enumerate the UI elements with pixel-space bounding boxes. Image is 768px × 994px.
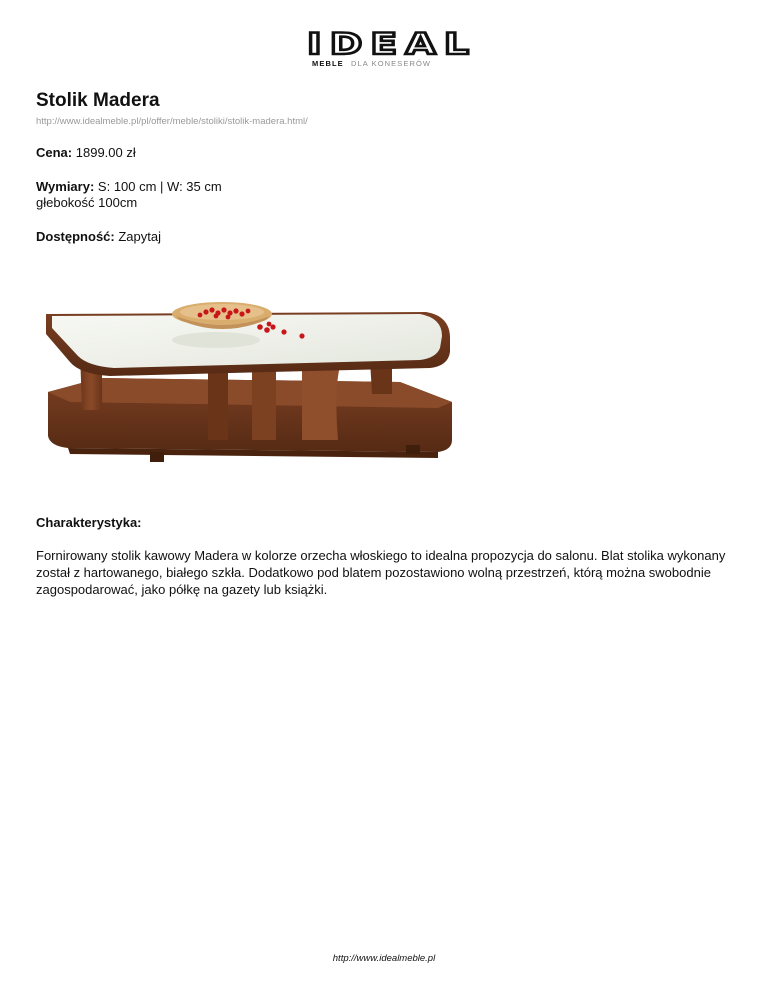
depth-value: głebokość 100cm <box>36 195 138 210</box>
dimensions-value: S: 100 cm | W: 35 cm <box>97 179 222 194</box>
coffee-table-photo <box>40 290 460 480</box>
logo-tagline-part2: DLA KONESERÓW <box>350 59 432 68</box>
availability-label: Dostępność: <box>36 229 115 244</box>
characteristics-description: Fornirowany stolik kawowy Madera w kolorze orzecha włoskiego to idealna propozycja do salonu. Blat stolika wykonany został z hartowanego, białego szkła. Dodatkowo pod blatem pozostawiono wolną przestrzeń, którą można swobodnie zagospodarować, jako półkę na gazety lub książki. <box>36 548 726 597</box>
product-title: Stolik Madera <box>36 90 160 111</box>
footer-url[interactable]: http://www.idealmeble.pl <box>332 953 436 964</box>
price-value: 1899.00 zł <box>75 145 136 160</box>
product-url[interactable]: http://www.idealmeble.pl/pl/offer/meble/stoliki/stolik-madera.html/ <box>36 116 308 127</box>
dimensions-label: Wymiary: <box>36 179 95 194</box>
price-label: Cena: <box>36 145 73 160</box>
availability-row <box>36 229 161 245</box>
logo-text: IDEAL <box>307 30 477 61</box>
characteristics-heading: Charakterystyka: <box>36 515 142 530</box>
availability-value: Zapytaj <box>118 229 161 244</box>
logo-tagline-part1: MEBLE <box>312 59 344 68</box>
dimensions-row <box>36 179 222 211</box>
svg-text:MEBLE DLA KONESERÓW <box>312 59 431 68</box>
ideal-logo <box>304 30 480 70</box>
price-row <box>36 145 136 161</box>
